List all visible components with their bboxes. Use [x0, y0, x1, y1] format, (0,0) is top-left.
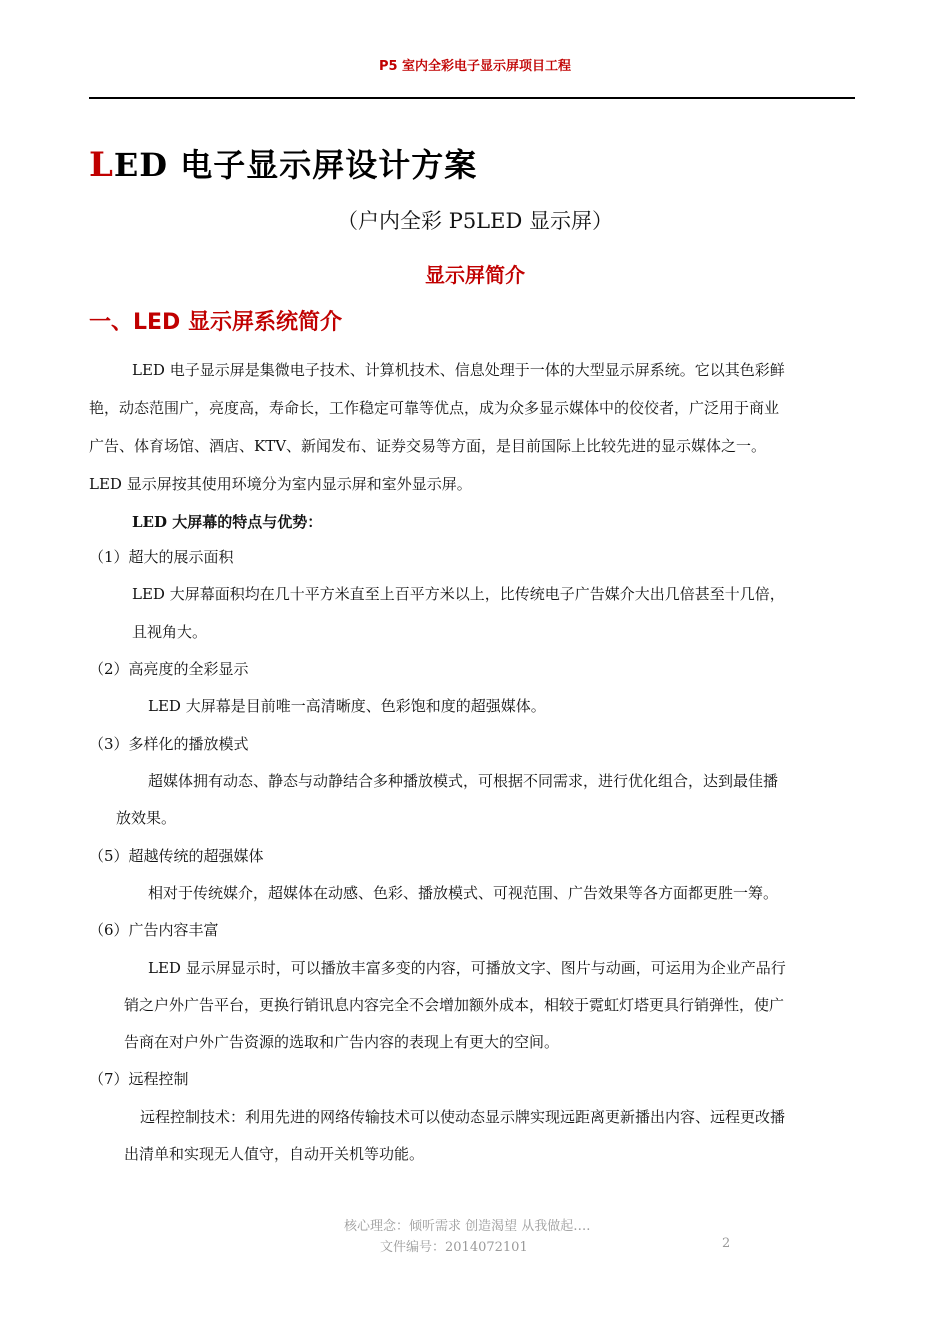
item-line: 放效果。: [116, 809, 177, 827]
item-line: 出清单和实现无人值守，自动开关机等功能。: [124, 1145, 425, 1163]
title-first-letter: L: [89, 145, 114, 185]
document-title: [89, 140, 477, 186]
title-chinese: 电子显示屏设计方案: [168, 146, 478, 184]
item-title: （7）远程控制: [89, 1070, 189, 1088]
item-title: （2）高亮度的全彩显示: [89, 660, 249, 678]
item-line: 超媒体拥有动态、静态与动静结合多种播放模式，可根据不同需求，进行优化组合，达到最佳播: [148, 772, 779, 790]
footer-motto: 核心理念：倾听需求 创造渴望 从我做起….: [344, 1219, 591, 1234]
header-rule: [89, 97, 855, 99]
document-subtitle: （户内全彩 P5LED 显示屏）: [337, 209, 613, 233]
item-line: LED 大屏幕面积均在几十平方米直至上百平方米以上，比传统电子广告媒介大出几倍甚至十几倍，: [132, 585, 785, 603]
page-header: P5 室内全彩电子显示屏项目工程: [378, 59, 572, 74]
intro-line: LED 电子显示屏是集微电子技术、计算机技术、信息处理于一体的大型显示屏系统。它以其色彩鲜: [132, 361, 785, 379]
item-line: 远程控制技术：利用先进的网络传输技术可以使动态显示牌实现远距离更新播出内容、远程更改播: [140, 1108, 786, 1126]
footer-file-number: 文件编号：2014072101: [380, 1240, 528, 1255]
item-line: 告商在对户外广告资源的选取和广告内容的表现上有更大的空间。: [124, 1033, 560, 1051]
section-heading: 一、LED 显示屏系统简介: [89, 310, 342, 335]
item-title: （3）多样化的播放模式: [89, 735, 249, 753]
item-line: 相对于传统媒介，超媒体在动感、色彩、播放模式、可视范围、广告效果等各方面都更胜一筹。: [148, 884, 779, 902]
item-line: 销之户外广告平台，更换行销讯息内容完全不会增加额外成本，相较于霓虹灯塔更具行销弹性，使广: [124, 996, 785, 1014]
item-line: LED 显示屏显示时，可以播放丰富多变的内容，可播放文字、图片与动画，可运用为企业产品行: [148, 959, 786, 977]
features-heading: LED 大屏幕的特点与优势：: [132, 513, 323, 531]
item-title: （6）广告内容丰富: [89, 921, 219, 939]
intro-line: 艳，动态范围广，亮度高，寿命长，工作稳定可靠等优点，成为众多显示媒体中的佼佼者，广泛用于商业: [89, 399, 780, 417]
title-latin: ED: [113, 146, 169, 184]
item-title: （1）超大的展示面积: [89, 548, 234, 566]
item-title: （5）超越传统的超强媒体: [89, 847, 264, 865]
intro-line: LED 显示屏按其使用环境分为室内显示屏和室外显示屏。: [89, 475, 472, 493]
section-label: 显示屏简介: [425, 263, 525, 287]
item-line: 且视角大。: [132, 623, 208, 641]
footer-page-number: 2: [722, 1236, 731, 1251]
intro-line: 广告、体育场馆、酒店、KTV、新闻发布、证券交易等方面，是目前国际上比较先进的显示媒体之一。: [89, 437, 767, 455]
item-line: LED 大屏幕是目前唯一高清晰度、色彩饱和度的超强媒体。: [148, 697, 546, 715]
